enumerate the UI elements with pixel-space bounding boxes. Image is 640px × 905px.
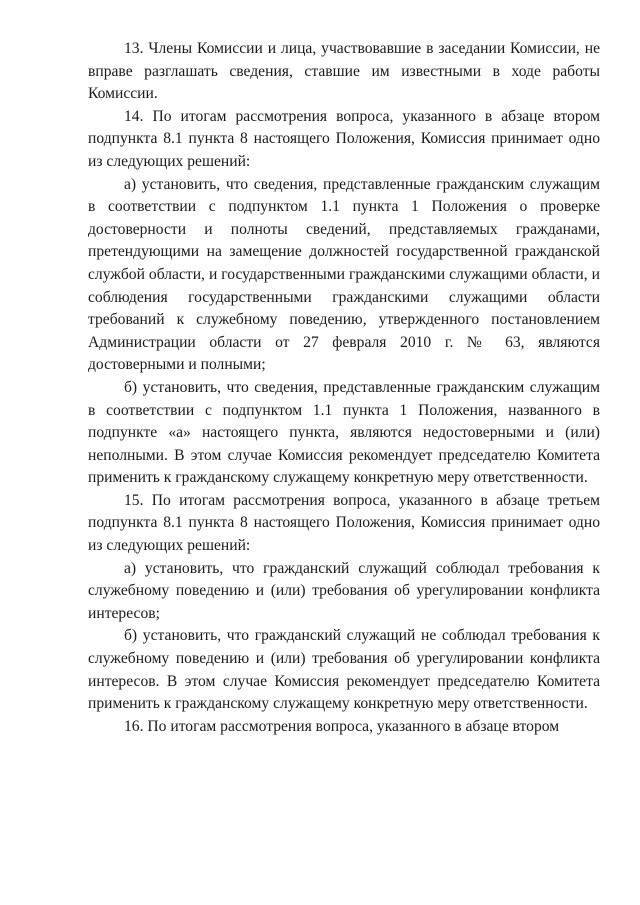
document-page [88, 38, 600, 738]
paragraph-15: 15. По итогам рассмотрения вопроса, указанного в абзаце третьем подпункта 8.1 пункта 8 настоящего Положения, Комиссия принимает одно из следующих решений: [88, 491, 600, 555]
paragraph-13: 13. Члены Комиссии и лица, участвовавшие в заседании Комиссии, не вправе разглашать сведения, ставшие им известными в ходе работы Комиссии. [88, 40, 600, 103]
paragraph-15-a: а) установить, что гражданский служащий соблюдал требования к служебному поведению и (или) требования об урегулировании конфликта интересов; [88, 559, 600, 622]
paragraph-14: 14. По итогам рассмотрения вопроса, указанного в абзаце втором подпункта 8.1 пункта 8 настоящего Положения, Комиссия принимает одно из следующих решений: [88, 107, 600, 170]
paragraph-14-b: б) установить, что сведения, представленные гражданским служащим в соответствии с подпунктом 1.1 пункта 1 Положения, названного в подпункте «а» настоящего пункта, являются недостоверными и (или) неполными. В этом случае Комиссия рекомендует председателю Комитета применить к гражданскому служащему конкретную меру ответственности. [88, 378, 600, 487]
paragraph-15-b: б) установить, что гражданский служащий не соблюдал требования к служебному поведению и (или) требования об урегулировании конфликта интересов. В этом случае Комиссия рекомендует председателю Комитета применить к гражданскому служащему конкретную меру ответственности. [88, 627, 600, 713]
paragraph-16: 16. По итогам рассмотрения вопроса, указанного в абзаце втором [124, 717, 560, 735]
paragraph-14-a: а) установить, что сведения, представленные гражданским служащим в соответствии с подпунктом 1.1 пункта 1 Положения о проверке достоверности и полноты сведений, представляемых гражданами, претендующими на замещение должностей государственной гражданской службой области, и государственными гражданскими служащими области, и соблюдения государственными гражданскими служащими области требований к служебному поведению, утвержденного постановлением Администрации области от 27 февраля 2010 г. № 63, являются достоверными и полными; [88, 175, 600, 374]
